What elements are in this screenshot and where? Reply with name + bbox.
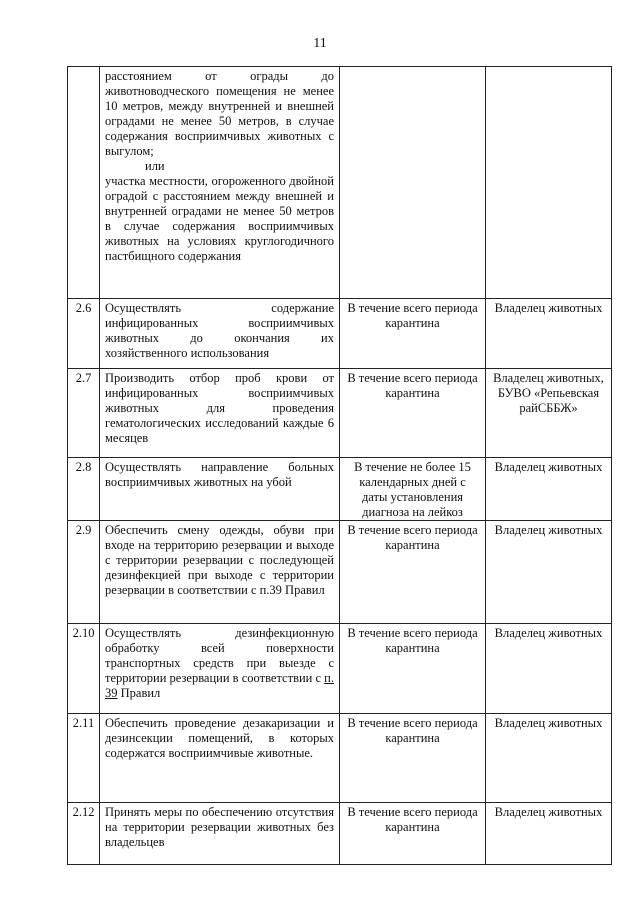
term-cell: В течение всего периода карантина <box>340 299 486 369</box>
row-number <box>68 67 100 299</box>
table-row <box>68 521 612 624</box>
term-cell: В течение не более 15 календарных дней с даты установления диагноза на лейкоз <box>340 458 486 521</box>
measure-cell: Осуществлять направление больных восприимчивых животных на убой <box>100 458 340 521</box>
table-row <box>68 458 612 521</box>
term-cell <box>340 67 486 299</box>
measure-cell: Осуществлять содержание инфицированных восприимчивых животных до окончания их хозяйственного использования <box>100 299 340 369</box>
measure-text-or: или <box>145 159 165 173</box>
measure-cell <box>100 67 340 299</box>
measure-text: Осуществлять дезинфекционную обработку всей поверхности транспортных средств при выезде с территории резервации в соответствии с <box>105 626 334 685</box>
term-cell: В течение всего периода карантина <box>340 521 486 624</box>
responsible-cell: Владелец животных <box>486 521 612 624</box>
term-cell: В течение всего периода карантина <box>340 714 486 803</box>
table-row <box>68 369 612 458</box>
responsible-cell: Владелец животных <box>486 624 612 714</box>
responsible-cell: Владелец животных <box>486 458 612 521</box>
table-row <box>68 67 612 299</box>
row-number: 2.11 <box>68 714 100 803</box>
responsible-cell: Владелец животных <box>486 714 612 803</box>
table-row <box>68 299 612 369</box>
measure-cell: Производить отбор проб крови от инфицированных восприимчивых животных для проведения гематологических исследований каждые 6 месяцев <box>100 369 340 458</box>
measure-cell: Обеспечить смену одежды, обуви при входе на территорию резервации и выходе с территории резервации с последующей дезинфекцией при выходе с территории резервации в соответствии с п.39 Правил <box>100 521 340 624</box>
table-row <box>68 714 612 803</box>
term-cell: В течение всего периода карантина <box>340 624 486 714</box>
measure-cell: Обеспечить проведение дезакаризации и дезинсекции помещений, в которых содержатся восприимчивые животные. <box>100 714 340 803</box>
table-row <box>68 624 612 714</box>
row-number: 2.10 <box>68 624 100 714</box>
rule-reference-link[interactable]: п. 39 <box>105 671 334 700</box>
measure-cell: Принять меры по обеспечению отсутствия на территории резервации животных без владельцев <box>100 803 340 865</box>
row-number: 2.9 <box>68 521 100 624</box>
term-cell: В течение всего периода карантина <box>340 369 486 458</box>
page-number: 11 <box>313 36 327 51</box>
responsible-cell: Владелец животных <box>486 299 612 369</box>
measure-cell <box>100 624 340 714</box>
row-number: 2.6 <box>68 299 100 369</box>
measure-text: расстоянием от ограды до животноводческого помещения не менее 10 метров, между внутренней и внешней оградами не менее 50 метров, в случае содержания восприимчивых животных с выгулом; <box>105 69 334 158</box>
responsible-cell: Владелец животных <box>486 803 612 865</box>
row-number: 2.7 <box>68 369 100 458</box>
measure-text: участка местности, огороженного двойной оградой с расстоянием между внешней и внутренней оградами не менее 50 метров в случае содержания восприимчивых животных на условиях круглогодичного пастбищного содержания <box>105 174 334 263</box>
responsible-cell: Владелец животных, БУВО «Репьевская райСББЖ» <box>486 369 612 458</box>
measures-table <box>67 66 612 865</box>
responsible-cell <box>486 67 612 299</box>
row-number: 2.8 <box>68 458 100 521</box>
row-number: 2.12 <box>68 803 100 865</box>
term-cell: В течение всего периода карантина <box>340 803 486 865</box>
measure-text: Правил <box>117 686 161 700</box>
table-row <box>68 803 612 865</box>
